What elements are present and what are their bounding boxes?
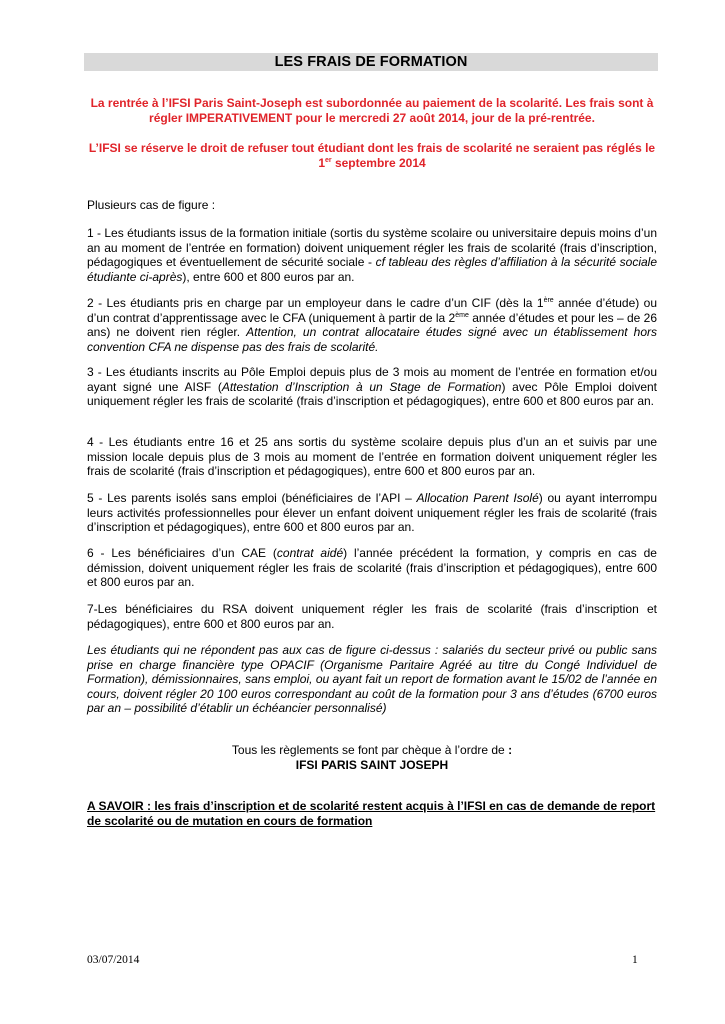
notice-refusal-sup: er (325, 156, 332, 164)
case-1-italic: cf tableau des règles d’affiliation à la sécurité sociale étudiante ci-après (87, 255, 657, 284)
page-title: LES FRAIS DE FORMATION (84, 53, 658, 71)
case-5-text: 5 - Les parents isolés sans emploi (bénéficiaires de l’API – (87, 491, 417, 505)
intro-text: Plusieurs cas de figure : (87, 198, 216, 212)
case-1-text: 1 - Les étudiants issus de la formation initiale (sortis du système scolaire ou universitaire depuis moins d’un an au moment de l’entrée en formation) doivent uniquement régler les frais de scolarité (frais d’inscription, pédagogiques et éventuellement de sécurité sociale - (87, 226, 657, 270)
case-5 (87, 491, 657, 535)
footer-date: 03/07/2014 (87, 954, 140, 966)
case-2-text: 2 - Les étudiants pris en charge par un employeur dans le cadre d’un CIF (dès la 1 (87, 296, 544, 310)
case-6-text: 6 - Les bénéficiaires d’un CAE ( (87, 546, 277, 560)
case-2-sup2: ème (455, 311, 469, 319)
case-2 (87, 296, 657, 354)
a-savoir-text: A SAVOIR : les frais d’inscription et de scolarité restent acquis à l’IFSI en cas de demande de report de scolarité ou de mutation en cours de formation (87, 799, 656, 828)
case-6 (87, 546, 657, 590)
case-5-end: ) ou ayant interrompu leurs activités professionnelles pour élever un enfant doivent uniquement régler les frais de scolarité (frais d’inscription et pédagogiques), entre 600 et 800 euros par an. (87, 491, 658, 535)
notice-deadline (87, 96, 657, 125)
payment-info (87, 743, 657, 772)
notice-refusal (87, 141, 657, 170)
case-2-italic: Attention, un contrat allocataire études signé avec un établissement hors convention CFA ne dispense pas des frais de scolarité. (87, 325, 658, 354)
case-1-end: ), entre 600 et 800 euros par an. (182, 269, 355, 284)
notice-deadline-text: La rentrée à l’IFSI Paris Saint-Joseph est subordonnée au paiement de la scolarité. Les frais sont à régler IMPERATIVEMENT pour le mercredi 27 août 2014, jour de la pré-rentrée. (90, 96, 654, 125)
case-7 (87, 602, 657, 631)
case-6-italic: contrat aidé (276, 546, 344, 560)
case-2-mid: année d’étude) ou d’un contrat d’apprentissage avec le CFA (uniquement à partir de la 2 (87, 296, 658, 325)
payment-colon: : (508, 743, 513, 757)
payment-line: Tous les règlements se font par chèque à l’ordre de (231, 743, 509, 757)
payment-payee: IFSI PARIS SAINT JOSEPH (295, 757, 449, 772)
case-4 (87, 435, 657, 479)
notice-refusal-date: septembre 2014 (331, 155, 426, 170)
case-3-end: ) avec Pôle Emploi doivent uniquement régler les frais de scolarité (frais d’inscription et pédagogiques), entre 600 et 800 euros par an. (87, 379, 657, 409)
case-2-sup1: ère (543, 297, 554, 304)
case-3-text: 3 - Les étudiants inscrits au Pôle Emploi depuis plus de 3 mois au moment de l’entrée en formation et/ou ayant signé une AISF ( (87, 365, 657, 394)
case-3-italic: Attestation d’Inscription à un Stage de Formation (221, 379, 502, 394)
notice-refusal-text: L’IFSI se réserve le droit de refuser tout étudiant dont les frais de scolarité ne seraient pas réglés le 1 (88, 141, 656, 170)
case-4-text: 4 - Les étudiants entre 16 et 25 ans sortis du système scolaire depuis plus d’un an et suivis par une mission locale depuis plus de 3 mois au moment de l’entrée en formation doivent uniquement régler les frais de scolarité (frais d’inscription et pédagogiques), entre 600 et 800 euros par an. (87, 435, 657, 479)
case-5-italic: Allocation Parent Isolé (416, 491, 539, 505)
page-number: 1 (632, 954, 638, 966)
other-cases-text: Les étudiants qui ne répondent pas aux cas de figure ci-dessus : salariés du secteur privé ou public sans prise en charge financière type OPACIF (Organisme Paritaire Agréé au titre du Congé Individuel de Formation), démissionnaires, sans emploi, ou ayant fait un report de formation avant le 15/02 de l’année en cours, doivent régler 20 100 euros correspondant au coût de la formation pour 3 ans d’études (6700 euros par an – possibilité d’établir un échéancier personnalisé) (87, 643, 657, 716)
case-1 (87, 226, 657, 284)
case-6-end: ) l’année précédent la formation, y compris en cas de démission, doivent uniquement régler les frais de scolarité (frais d’inscription et pédagogiques), entre 600 et 800 euros par an. (87, 546, 657, 590)
a-savoir-note (87, 799, 657, 828)
case-2-end: année d’études et pour les – de 26 ans) ne doivent rien régler. (87, 310, 658, 340)
case-7-text: 7-Les bénéficiaires du RSA doivent uniquement régler les frais de scolarité (frais d’inscription et pédagogiques), entre 600 et 800 euros par an. (87, 602, 657, 631)
other-cases (87, 643, 657, 716)
case-3 (87, 365, 657, 409)
